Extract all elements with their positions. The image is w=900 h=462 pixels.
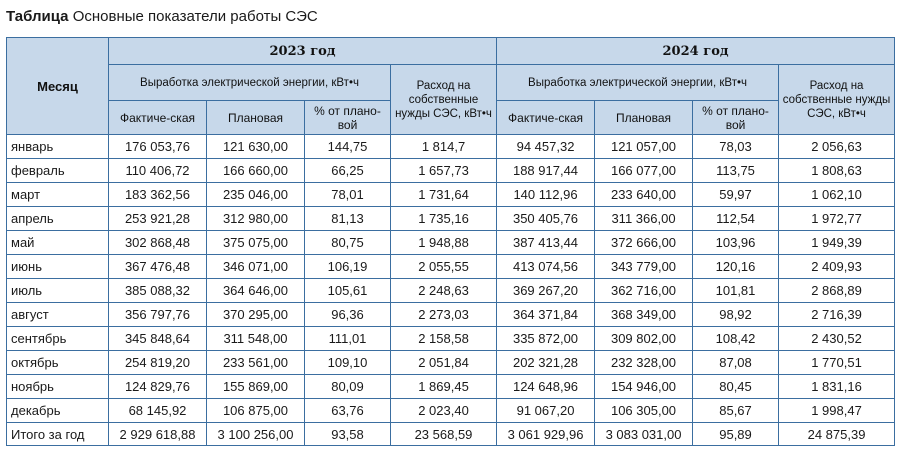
percent-2024-cell: 85,67	[693, 399, 779, 423]
plan-header-2024: Плановая	[595, 101, 693, 135]
fact-2023-cell: 367 476,48	[109, 255, 207, 279]
month-cell: февраль	[7, 159, 109, 183]
consumption-2023-cell: 2 051,84	[391, 351, 497, 375]
percent-2024-cell: 80,45	[693, 375, 779, 399]
consumption-2024-cell: 1 770,51	[779, 351, 895, 375]
fact-2023-cell: 183 362,56	[109, 183, 207, 207]
percent-2024-cell: 87,08	[693, 351, 779, 375]
plan-2023-cell: 370 295,00	[207, 303, 305, 327]
month-cell: август	[7, 303, 109, 327]
table-row	[7, 231, 895, 255]
percent-2023-cell: 93,58	[305, 423, 391, 446]
consumption-2024-cell: 1 831,16	[779, 375, 895, 399]
fact-2024-cell: 369 267,20	[497, 279, 595, 303]
table-row	[7, 303, 895, 327]
data-table	[6, 37, 895, 446]
percent-2023-cell: 80,09	[305, 375, 391, 399]
month-cell: октябрь	[7, 351, 109, 375]
plan-2024-cell: 343 779,00	[595, 255, 693, 279]
plan-2023-cell: 106 875,00	[207, 399, 305, 423]
consumption-2024-cell: 1 062,10	[779, 183, 895, 207]
fact-2023-cell: 356 797,76	[109, 303, 207, 327]
fact-2023-cell: 253 921,28	[109, 207, 207, 231]
percent-2024-cell: 120,16	[693, 255, 779, 279]
consumption-header-2024: Расход на собственные нужды СЭС, кВт•ч	[779, 65, 895, 135]
percent-2024-cell: 95,89	[693, 423, 779, 446]
table-row	[7, 135, 895, 159]
table-row	[7, 159, 895, 183]
consumption-2023-cell: 1 657,73	[391, 159, 497, 183]
fact-2024-cell: 94 457,32	[497, 135, 595, 159]
table-row	[7, 399, 895, 423]
percent-2024-cell: 59,97	[693, 183, 779, 207]
percent-2023-cell: 96,36	[305, 303, 391, 327]
consumption-2024-cell: 1 808,63	[779, 159, 895, 183]
year-2024-header: 2024 год	[497, 38, 895, 65]
plan-header-2023: Плановая	[207, 101, 305, 135]
table-body	[7, 135, 895, 446]
plan-2024-cell: 3 083 031,00	[595, 423, 693, 446]
percent-2023-cell: 109,10	[305, 351, 391, 375]
consumption-2024-cell: 2 868,89	[779, 279, 895, 303]
consumption-2023-cell: 1 731,64	[391, 183, 497, 207]
caption-label: Таблица	[6, 8, 69, 25]
plan-2023-cell: 235 046,00	[207, 183, 305, 207]
percent-2024-cell: 113,75	[693, 159, 779, 183]
caption-title: Основные показатели работы СЭС	[72, 8, 318, 25]
consumption-2023-cell: 1 869,45	[391, 375, 497, 399]
generation-header-2023: Выработка электрической энергии, кВт•ч	[109, 65, 391, 101]
fact-2024-cell: 188 917,44	[497, 159, 595, 183]
month-cell: январь	[7, 135, 109, 159]
month-cell: декабрь	[7, 399, 109, 423]
month-cell: ноябрь	[7, 375, 109, 399]
fact-2024-cell: 124 648,96	[497, 375, 595, 399]
consumption-2024-cell: 2 716,39	[779, 303, 895, 327]
year-2023-header: 2023 год	[109, 38, 497, 65]
table-caption	[6, 4, 318, 30]
plan-2023-cell: 312 980,00	[207, 207, 305, 231]
consumption-2023-cell: 1 948,88	[391, 231, 497, 255]
consumption-2024-cell: 24 875,39	[779, 423, 895, 446]
percent-2024-cell: 101,81	[693, 279, 779, 303]
percent-2023-cell: 144,75	[305, 135, 391, 159]
fact-2024-cell: 202 321,28	[497, 351, 595, 375]
fact-2023-cell: 68 145,92	[109, 399, 207, 423]
percent-2024-cell: 112,54	[693, 207, 779, 231]
percent-2024-cell: 108,42	[693, 327, 779, 351]
fact-2024-cell: 91 067,20	[497, 399, 595, 423]
month-cell: апрель	[7, 207, 109, 231]
percent-2023-cell: 106,19	[305, 255, 391, 279]
consumption-2023-cell: 2 158,58	[391, 327, 497, 351]
percent-2024-cell: 78,03	[693, 135, 779, 159]
table-row	[7, 207, 895, 231]
month-cell: сентябрь	[7, 327, 109, 351]
percent-2024-cell: 103,96	[693, 231, 779, 255]
plan-2024-cell: 311 366,00	[595, 207, 693, 231]
month-cell: июнь	[7, 255, 109, 279]
plan-2024-cell: 233 640,00	[595, 183, 693, 207]
percent-2023-cell: 111,01	[305, 327, 391, 351]
plan-2023-cell: 166 660,00	[207, 159, 305, 183]
fact-header-2023: Фактиче-ская	[109, 101, 207, 135]
percent-2023-cell: 81,13	[305, 207, 391, 231]
plan-2024-cell: 121 057,00	[595, 135, 693, 159]
percent-2023-cell: 105,61	[305, 279, 391, 303]
consumption-2024-cell: 2 056,63	[779, 135, 895, 159]
percent-2024-cell: 98,92	[693, 303, 779, 327]
fact-2023-cell: 2 929 618,88	[109, 423, 207, 446]
plan-2023-cell: 311 548,00	[207, 327, 305, 351]
plan-2024-cell: 166 077,00	[595, 159, 693, 183]
consumption-2023-cell: 1 735,16	[391, 207, 497, 231]
consumption-2024-cell: 1 998,47	[779, 399, 895, 423]
fact-2023-cell: 385 088,32	[109, 279, 207, 303]
consumption-2023-cell: 2 248,63	[391, 279, 497, 303]
percent-2023-cell: 80,75	[305, 231, 391, 255]
fact-2023-cell: 176 053,76	[109, 135, 207, 159]
percent-2023-cell: 66,25	[305, 159, 391, 183]
consumption-2023-cell: 23 568,59	[391, 423, 497, 446]
plan-2024-cell: 362 716,00	[595, 279, 693, 303]
fact-2023-cell: 254 819,20	[109, 351, 207, 375]
percent-header-2024: % от плано-вой	[693, 101, 779, 135]
fact-2023-cell: 345 848,64	[109, 327, 207, 351]
plan-2024-cell: 372 666,00	[595, 231, 693, 255]
consumption-2024-cell: 1 949,39	[779, 231, 895, 255]
table-row	[7, 255, 895, 279]
month-cell: май	[7, 231, 109, 255]
fact-2024-cell: 387 413,44	[497, 231, 595, 255]
plan-2024-cell: 309 802,00	[595, 327, 693, 351]
fact-2023-cell: 110 406,72	[109, 159, 207, 183]
fact-2024-cell: 140 112,96	[497, 183, 595, 207]
fact-2024-cell: 350 405,76	[497, 207, 595, 231]
plan-2024-cell: 368 349,00	[595, 303, 693, 327]
percent-2023-cell: 63,76	[305, 399, 391, 423]
plan-2024-cell: 154 946,00	[595, 375, 693, 399]
month-header: Месяц	[7, 38, 109, 135]
fact-2024-cell: 335 872,00	[497, 327, 595, 351]
table-row	[7, 279, 895, 303]
plan-2023-cell: 233 561,00	[207, 351, 305, 375]
table-row	[7, 351, 895, 375]
month-cell: июль	[7, 279, 109, 303]
plan-2023-cell: 155 869,00	[207, 375, 305, 399]
consumption-2023-cell: 2 055,55	[391, 255, 497, 279]
fact-2024-cell: 413 074,56	[497, 255, 595, 279]
plan-2023-cell: 346 071,00	[207, 255, 305, 279]
month-cell: Итого за год	[7, 423, 109, 446]
consumption-2023-cell: 2 023,40	[391, 399, 497, 423]
plan-2023-cell: 121 630,00	[207, 135, 305, 159]
generation-header-2024: Выработка электрической энергии, кВт•ч	[497, 65, 779, 101]
fact-2024-cell: 364 371,84	[497, 303, 595, 327]
fact-2023-cell: 302 868,48	[109, 231, 207, 255]
consumption-header-2023: Расход на собственные нужды СЭС, кВт•ч	[391, 65, 497, 135]
table-row	[7, 423, 895, 446]
consumption-2023-cell: 2 273,03	[391, 303, 497, 327]
plan-2023-cell: 3 100 256,00	[207, 423, 305, 446]
fact-header-2024: Фактиче-ская	[497, 101, 595, 135]
percent-header-2023: % от плано-вой	[305, 101, 391, 135]
plan-2023-cell: 364 646,00	[207, 279, 305, 303]
table-row	[7, 183, 895, 207]
fact-2023-cell: 124 829,76	[109, 375, 207, 399]
plan-2024-cell: 106 305,00	[595, 399, 693, 423]
plan-2024-cell: 232 328,00	[595, 351, 693, 375]
consumption-2024-cell: 1 972,77	[779, 207, 895, 231]
percent-2023-cell: 78,01	[305, 183, 391, 207]
fact-2024-cell: 3 061 929,96	[497, 423, 595, 446]
table-row	[7, 375, 895, 399]
table-row	[7, 327, 895, 351]
consumption-2024-cell: 2 430,52	[779, 327, 895, 351]
plan-2023-cell: 375 075,00	[207, 231, 305, 255]
consumption-2023-cell: 1 814,7	[391, 135, 497, 159]
consumption-2024-cell: 2 409,93	[779, 255, 895, 279]
month-cell: март	[7, 183, 109, 207]
